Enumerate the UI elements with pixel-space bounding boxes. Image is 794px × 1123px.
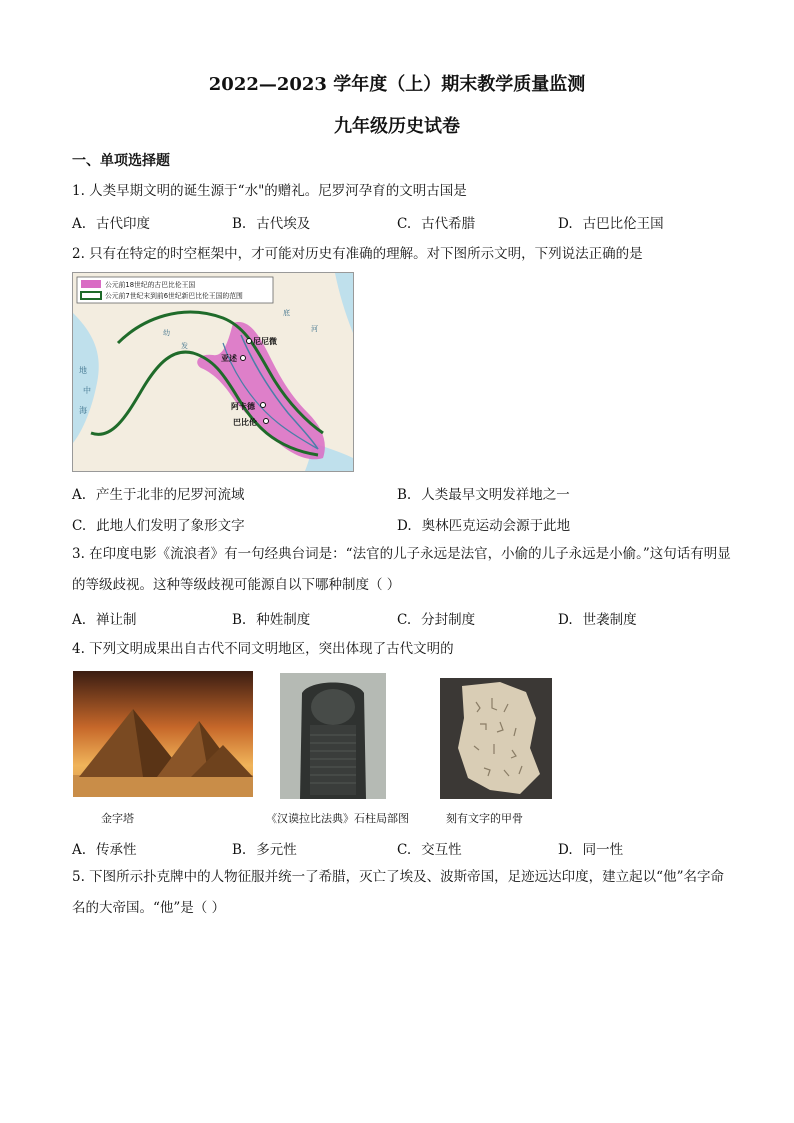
option-key: C. — [72, 518, 87, 534]
option-key: D. — [558, 216, 573, 232]
label-yashu: 亚述 — [221, 354, 237, 363]
label-you: 幼 — [163, 329, 170, 337]
option-a[interactable] — [72, 838, 137, 858]
option-key: A. — [72, 842, 87, 858]
option-d[interactable] — [558, 608, 637, 628]
label-hai: 海 — [79, 406, 87, 415]
option-a[interactable] — [72, 608, 137, 628]
option-text: 传承性 — [96, 842, 137, 858]
option-text: 产生于北非的尼罗河流域 — [96, 487, 245, 503]
option-c[interactable] — [397, 212, 475, 232]
label-di: 地 — [79, 366, 87, 375]
option-key: A. — [72, 612, 87, 628]
option-b[interactable] — [232, 608, 310, 628]
oracle-bone-image — [440, 678, 552, 799]
question-1-stem: 1. 人类早期文明的诞生源于“水"的赠礼。尼罗河孕育的文明古国是 — [72, 183, 467, 199]
label-babylon: 巴比伦 — [233, 418, 257, 427]
question-4-stem: 4. 下列文明成果出自古代不同文明地区，突出体现了古代文明的 — [72, 641, 454, 657]
option-key: B. — [232, 216, 247, 232]
exam-subtitle: 九年级历史试卷 — [334, 116, 460, 137]
option-text: 多元性 — [256, 842, 297, 858]
legend-pink-text: 公元前18世纪的古巴比伦王国 — [105, 281, 196, 289]
label-zhong: 中 — [83, 386, 91, 395]
label-akade: 阿卡德 — [231, 402, 255, 411]
city-marker — [247, 339, 252, 344]
option-key: C. — [397, 842, 412, 858]
option-d[interactable] — [558, 212, 664, 232]
option-b[interactable] — [397, 483, 570, 503]
option-text: 禅让制 — [96, 612, 137, 628]
option-d[interactable] — [558, 838, 623, 858]
option-b[interactable] — [232, 212, 310, 232]
exam-title: 2022—2023 学年度（上）期末教学质量监测 — [208, 74, 586, 95]
option-c[interactable] — [397, 838, 462, 858]
option-text: 古代埃及 — [256, 216, 311, 232]
hammurabi-stele-image — [280, 673, 386, 799]
label-di2: 底 — [283, 309, 290, 317]
option-text: 种姓制度 — [256, 612, 311, 628]
option-text: 古代印度 — [96, 216, 151, 232]
question-2-stem: 2. 只有在特定的时空框架中，才可能对历史有准确的理解。对下图所示文明，下列说法正确的是 — [72, 246, 643, 262]
question-3-stem: 3. 在印度电影《流浪者》有一句经典台词是：“法官的儿子永远是法官，小偷的儿子永远是小偷。”这句话有明显的等级歧视。这种等级歧视可能源自以下哪种制度（ ） — [72, 546, 731, 593]
city-marker — [264, 419, 269, 424]
option-a[interactable] — [72, 212, 150, 232]
label-ninivei: 尼尼微 — [253, 337, 277, 346]
legend-green-text: 公元前7世纪末到前6世纪新巴比伦王国的范围 — [105, 292, 243, 300]
option-text: 同一性 — [582, 842, 624, 858]
label-he: 河 — [311, 325, 318, 333]
option-key: C. — [397, 216, 412, 232]
section-heading: 一、单项选择题 — [72, 153, 170, 169]
caption-pyramid: 金字塔 — [101, 812, 134, 825]
option-key: B. — [232, 842, 247, 858]
label-fa: 发 — [181, 342, 188, 350]
city-marker — [261, 403, 266, 408]
option-key: D. — [558, 612, 573, 628]
option-text: 此地人们发明了象形文字 — [96, 518, 245, 534]
option-text: 古巴比伦王国 — [582, 216, 664, 232]
option-c[interactable] — [397, 608, 475, 628]
option-key: B. — [232, 612, 247, 628]
option-c[interactable] — [72, 514, 245, 534]
option-text: 世袭制度 — [582, 612, 637, 628]
option-key: B. — [397, 487, 412, 503]
pyramid-image — [73, 671, 253, 797]
option-key: A. — [72, 487, 87, 503]
option-key: D. — [558, 842, 573, 858]
option-text: 交互性 — [421, 842, 462, 858]
option-key: D. — [397, 518, 412, 534]
map-graphic — [73, 273, 353, 471]
option-key: A. — [72, 216, 87, 232]
option-text: 古代希腊 — [421, 216, 476, 232]
caption-hammurabi: 《汉谟拉比法典》石柱局部图 — [266, 812, 409, 825]
option-b[interactable] — [232, 838, 297, 858]
caption-oracle-bone: 刻有文字的甲骨 — [446, 812, 523, 825]
babylon-map — [72, 272, 354, 472]
option-d[interactable] — [397, 514, 570, 534]
option-text: 分封制度 — [421, 612, 476, 628]
option-text: 人类最早文明发祥地之一 — [421, 487, 570, 503]
city-marker — [241, 356, 246, 361]
question-5-stem: 5. 下图所示扑克牌中的人物征服并统一了希腊，灭亡了埃及、波斯帝国，足迹远达印度，建立起以“他”名字命名的大帝国。“他”是（ ） — [72, 869, 724, 916]
option-text: 奥林匹克运动会源于此地 — [421, 518, 571, 534]
option-key: C. — [397, 612, 412, 628]
option-a[interactable] — [72, 483, 245, 503]
